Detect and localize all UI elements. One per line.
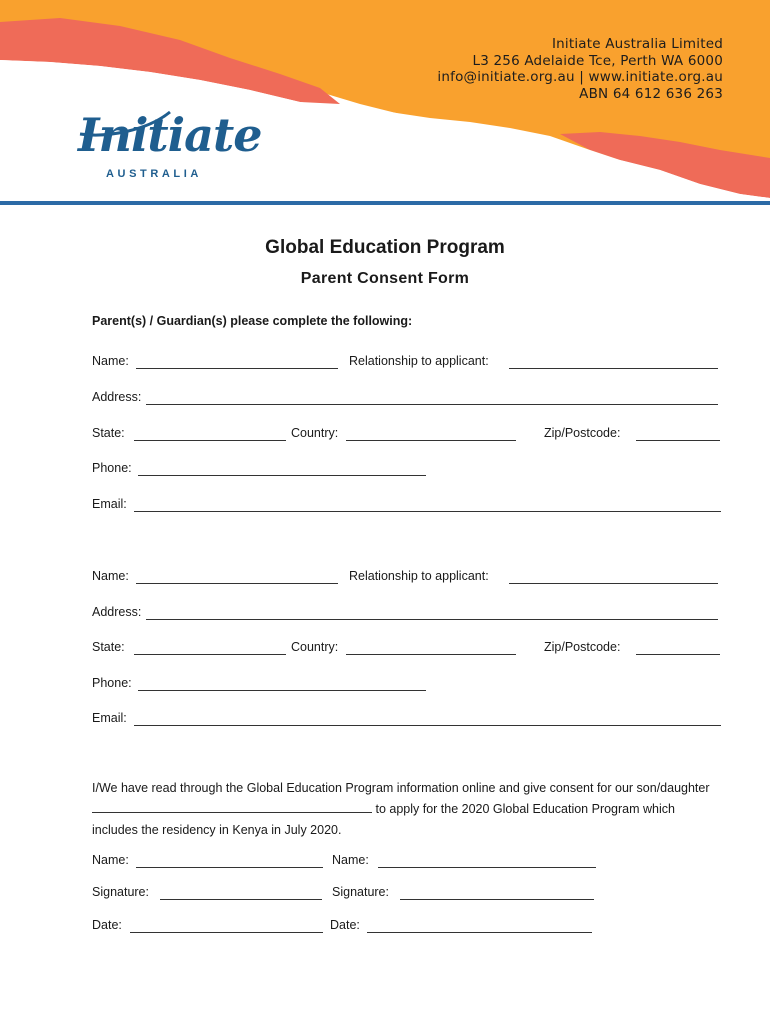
signer-1-signature-field[interactable] — [160, 899, 322, 900]
org-contact: info@initiate.org.au | www.initiate.org.au — [437, 69, 723, 85]
name-field[interactable] — [136, 583, 338, 584]
consent-statement — [92, 778, 722, 841]
address-field[interactable] — [146, 404, 718, 405]
initiate-logo — [78, 108, 262, 183]
signer-2-signature-label: Signature: — [332, 885, 389, 899]
country-field[interactable] — [346, 654, 516, 655]
relationship-label: Relationship to applicant: — [349, 569, 489, 583]
state-label: State: — [92, 640, 125, 654]
state-label: State: — [92, 426, 125, 440]
signer-1-date-label: Date: — [92, 918, 122, 932]
address-label: Address: — [92, 605, 142, 619]
relationship-field[interactable] — [509, 583, 718, 584]
country-label: Country: — [291, 426, 339, 440]
email-label: Email: — [92, 497, 127, 511]
letterhead — [0, 0, 770, 206]
email-label: Email: — [92, 711, 127, 725]
organisation-details — [437, 36, 723, 102]
consent-text-part2: to apply for the 2020 Global Education Program which includes the residency in Kenya in July 2020. — [92, 802, 675, 837]
zip-label: Zip/Postcode: — [544, 426, 621, 440]
org-abn: ABN 64 612 636 263 — [579, 85, 723, 102]
name-field[interactable] — [136, 368, 338, 369]
name-label: Name: — [92, 354, 129, 368]
signer-2-date-field[interactable] — [367, 932, 592, 933]
consent-text-part1: I/We have read through the Global Education Program information online and give consent for our son/daughter — [92, 781, 710, 795]
org-address: L3 256 Adelaide Tce, Perth WA 6000 — [472, 52, 723, 69]
address-field[interactable] — [146, 619, 718, 620]
zip-label: Zip/Postcode: — [544, 640, 621, 654]
zip-field[interactable] — [636, 654, 720, 655]
name-label: Name: — [92, 569, 129, 583]
logo-swoosh-icon — [78, 108, 173, 138]
signer-1-name-field[interactable] — [136, 867, 323, 868]
state-field[interactable] — [134, 654, 286, 655]
phone-label: Phone: — [92, 461, 132, 475]
email-field[interactable] — [134, 511, 721, 512]
signer-1-name-label: Name: — [92, 853, 129, 867]
org-name: Initiate Australia Limited — [551, 36, 723, 52]
country-label: Country: — [291, 640, 339, 654]
child-name-field[interactable] — [92, 799, 372, 813]
phone-field[interactable] — [138, 475, 426, 476]
form-instructions: Parent(s) / Guardian(s) please complete the following: — [92, 314, 413, 328]
signer-2-name-field[interactable] — [378, 867, 596, 868]
address-label: Address: — [92, 390, 142, 404]
phone-field[interactable] — [138, 690, 426, 691]
logo-wordmark: Initiate — [78, 108, 262, 162]
signer-1-signature-label: Signature: — [92, 885, 149, 899]
phone-label: Phone: — [92, 676, 132, 690]
signer-1-date-field[interactable] — [130, 932, 323, 933]
country-field[interactable] — [346, 440, 516, 441]
form-subtitle: Parent Consent Form — [300, 270, 470, 287]
relationship-field[interactable] — [509, 368, 718, 369]
signer-2-signature-field[interactable] — [400, 899, 594, 900]
header-divider — [0, 201, 770, 205]
signer-2-name-label: Name: — [332, 853, 369, 867]
signer-2-date-label: Date: — [330, 918, 360, 932]
logo-subtext: AUSTRALIA — [106, 168, 202, 180]
relationship-label: Relationship to applicant: — [349, 354, 489, 368]
state-field[interactable] — [134, 440, 286, 441]
zip-field[interactable] — [636, 440, 720, 441]
email-field[interactable] — [134, 725, 721, 726]
form-title: Global Education Program — [265, 237, 505, 258]
